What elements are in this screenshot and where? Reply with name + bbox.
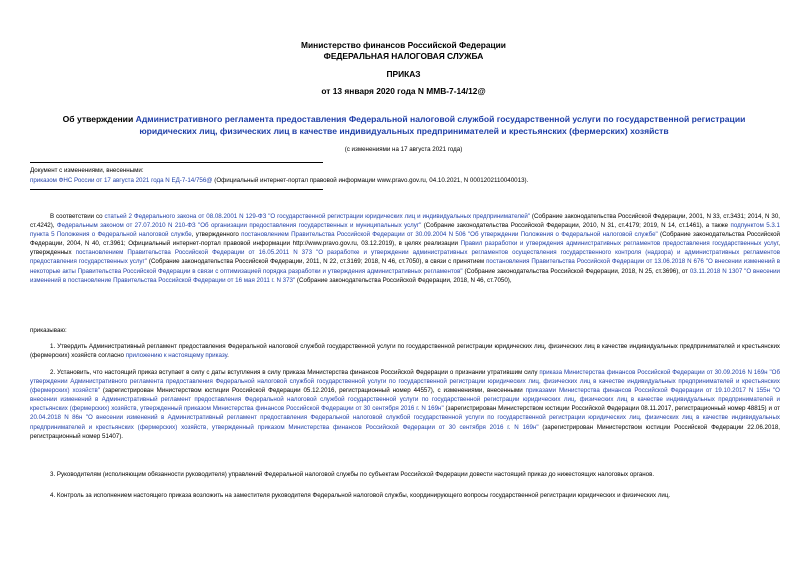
preamble-text: , утвержденного — [191, 231, 242, 239]
item-2-text: (зарегистрирован Министерством юстиции Российской Федерации 05.12.2016, регистрационный номер 44557), с изменениями, внесенными — [99, 387, 526, 395]
appendix-link[interactable]: приложению к настоящему приказу — [125, 352, 228, 360]
order-86n-link[interactable]: 20.04.2018 N 86н "О внесении изменений в Административный регламент предоставления Федеральной налоговой службой государственной услуги по государственной регистрации юридических лиц, физических лиц в качестве индивидуальных предпринимателей и крестьянских (фермерских) хозяйств, утвержденный приказом Министерства финансов Российской Федерации от 30 сентября 2016 г. N 169н" — [30, 414, 780, 431]
title-prefix: Об утверждении — [62, 114, 136, 124]
resolution-373-link[interactable]: постановлением Правительства Российской Федерации от 16.05.2011 N 373 "О разработке и утверждении административных регламентов осуществления государственного контроля (надзора) и административных регламентов предоставления государственных услуг" — [30, 249, 780, 266]
resolution-676-link[interactable]: постановления Правительства Российской Федерации от 13.06.2018 N 676 "О внесении изменений в некоторые акты Правительства Российской Федерации в связи с оптимизацией порядка разработки и утверждения административных регламентов" — [30, 258, 780, 275]
document-title — [28, 113, 780, 137]
item-1 — [30, 342, 780, 360]
item-3: 3. Руководителям (исполняющим обязанности руководителя) управлений Федеральной налоговой службы по субъектам Российской Федерации довести настоящий приказ до нижестоящих налоговых органов. — [50, 471, 655, 478]
resolution-506-link[interactable]: постановлением Правительства Российской Федерации от 30.09.2004 N 506 "Об утверждении Положения о Федеральной налоговой службе" — [241, 231, 658, 239]
preamble-paragraph — [30, 212, 780, 285]
ministry-name: Министерство финансов Российской Федерации — [301, 40, 506, 50]
document-type: ПРИКАЗ — [386, 69, 421, 79]
preamble-text: (Собрание законодательства Российской Федерации, 2018, N 25, ст.3696), от — [462, 267, 690, 275]
changes-block — [30, 166, 780, 185]
changes-top-rule — [30, 162, 323, 163]
changes-bottom-rule — [30, 189, 323, 190]
preamble-text: В соответствии со — [50, 213, 105, 220]
item-2 — [30, 368, 780, 441]
law-210-fz-link[interactable]: Федеральным законом от 27.07.2010 N 210-ФЗ "Об организации предоставления государственных и муниципальных услуг" — [56, 222, 422, 230]
service-name: ФЕДЕРАЛЬНАЯ НАЛОГОВАЯ СЛУЖБА — [323, 51, 484, 61]
orders-heading: приказываю: — [30, 327, 67, 334]
resolution-1307-link[interactable]: 03.11.2018 N 1307 "О внесении изменений в постановление Правительства Российской Федерации от 16 мая 2011 г. N 373" — [30, 267, 780, 284]
preamble-text: (Собрание законодательства Российской Федерации, 2004, N 40, ст.3961; Официальный интернет-портал правовой информации http://www.pravo.gov.ru, 03.12.2019), в целях реализации — [30, 231, 781, 248]
preamble-text: (Собрание законодательства Российской Федерации, 2011, N 22, ст.3169; 2018, N 46, ст.7050), в связи с принятием — [146, 258, 487, 266]
rules-link[interactable]: Правил разработки и утверждения административных регламентов предоставления государственных услуг — [460, 240, 779, 248]
preamble-text: (Собрание законодательства Российской Федерации, 2018, N 46, ст.7050), — [295, 276, 512, 284]
item-1-text: . — [227, 352, 229, 360]
preamble-text: (Собрание законодательства Российской Федерации, 2010, N 31, ст.4179; 2019, N 14, ст.1461), а также — [421, 222, 731, 230]
document-date-number: от 13 января 2020 года N ММВ-7-14/12@ — [321, 86, 486, 96]
order-169n-link[interactable]: приказа Министерства финансов Российской Федерации от 30.09.2016 N 169н "Об утверждении Административного регламента предоставления Федеральной налоговой службой государственной услуги по государственной регистрации юридических лиц, физических лиц в качестве индивидуальных предпринимателей и крестьянских (фермерских) хозяйств" — [30, 369, 780, 395]
amending-order-link[interactable]: приказом ФНС России от 17 августа 2021 года N ЕД-7-14/756@ — [30, 177, 213, 185]
revision-note: (с изменениями на 17 августа 2021 года) — [344, 146, 463, 153]
changes-intro: Документ с изменениями, внесенными: — [30, 167, 144, 174]
amending-order-source: (Официальный интернет-портал правовой информации www.pravo.gov.ru, 04.10.2021, N 0001202110040013). — [212, 177, 529, 185]
regulation-fns-subparagraph-link[interactable]: подпунктом 5.3.1 пункта 5 Положения о Федеральной налоговой службе — [30, 222, 780, 239]
preamble-text: , утвержденных — [30, 240, 780, 257]
regulation-link-continued[interactable]: юридических лиц, физических лиц в качестве индивидуальных предпринимателей и крестьянских (фермерских) хозяйств — [139, 126, 669, 136]
preamble-text: (Собрание законодательства Российской Федерации, 2001, N 33, ст.3431; 2014, N 30, ст.4242), — [30, 213, 780, 230]
item-2-text: 2. Установить, что настоящий приказ вступает в силу с даты вступления в силу приказа Министерства финансов Российской Федерации о признании утратившим силу — [50, 369, 540, 376]
item-4: 4. Контроль за исполнением настоящего приказа возложить на заместителя руководителя Федеральной налоговой службы, координирующего вопросы государственной регистрации юридических и физических лиц. — [50, 492, 671, 499]
item-2-text: (зарегистрирован Министерством юстиции Российской Федерации 22.06.2018, регистрационный номер 51407). — [30, 423, 780, 440]
item-2-text: (зарегистрирован Министерством юстиции Российской Федерации 08.11.2017, регистрационный номер 48815) и от — [443, 405, 781, 413]
regulation-link[interactable]: Административного регламента предоставления Федеральной налоговой службой государственной услуги по государственной регистрации — [135, 114, 746, 124]
law-129-fz-link[interactable]: статьей 2 Федерального закона от 08.08.2001 N 129-ФЗ "О государственной регистрации юридических лиц и индивидуальных предпринимателей" — [104, 213, 531, 220]
order-155n-link[interactable]: приказами Министерства финансов Российской Федерации от 19.10.2017 N 155н "О внесении изменений в Административный регламент предоставления Федеральной налоговой службой государственной услуги по государственной регистрации юридических лиц, физических лиц в качестве индивидуальных предпринимателей и крестьянских (фермерских) хозяйств, утвержденный приказом Министерства финансов Российской Федерации от 30 сентября 2016 г. N 169н" — [30, 387, 780, 413]
item-1-text: 1. Утвердить Административный регламент предоставления Федеральной налоговой службой государственной услуги по государственной регистрации юридических лиц, физических лиц в качестве индивидуальных предпринимателей и крестьянских (фермерских) хозяйств согласно — [30, 343, 780, 360]
